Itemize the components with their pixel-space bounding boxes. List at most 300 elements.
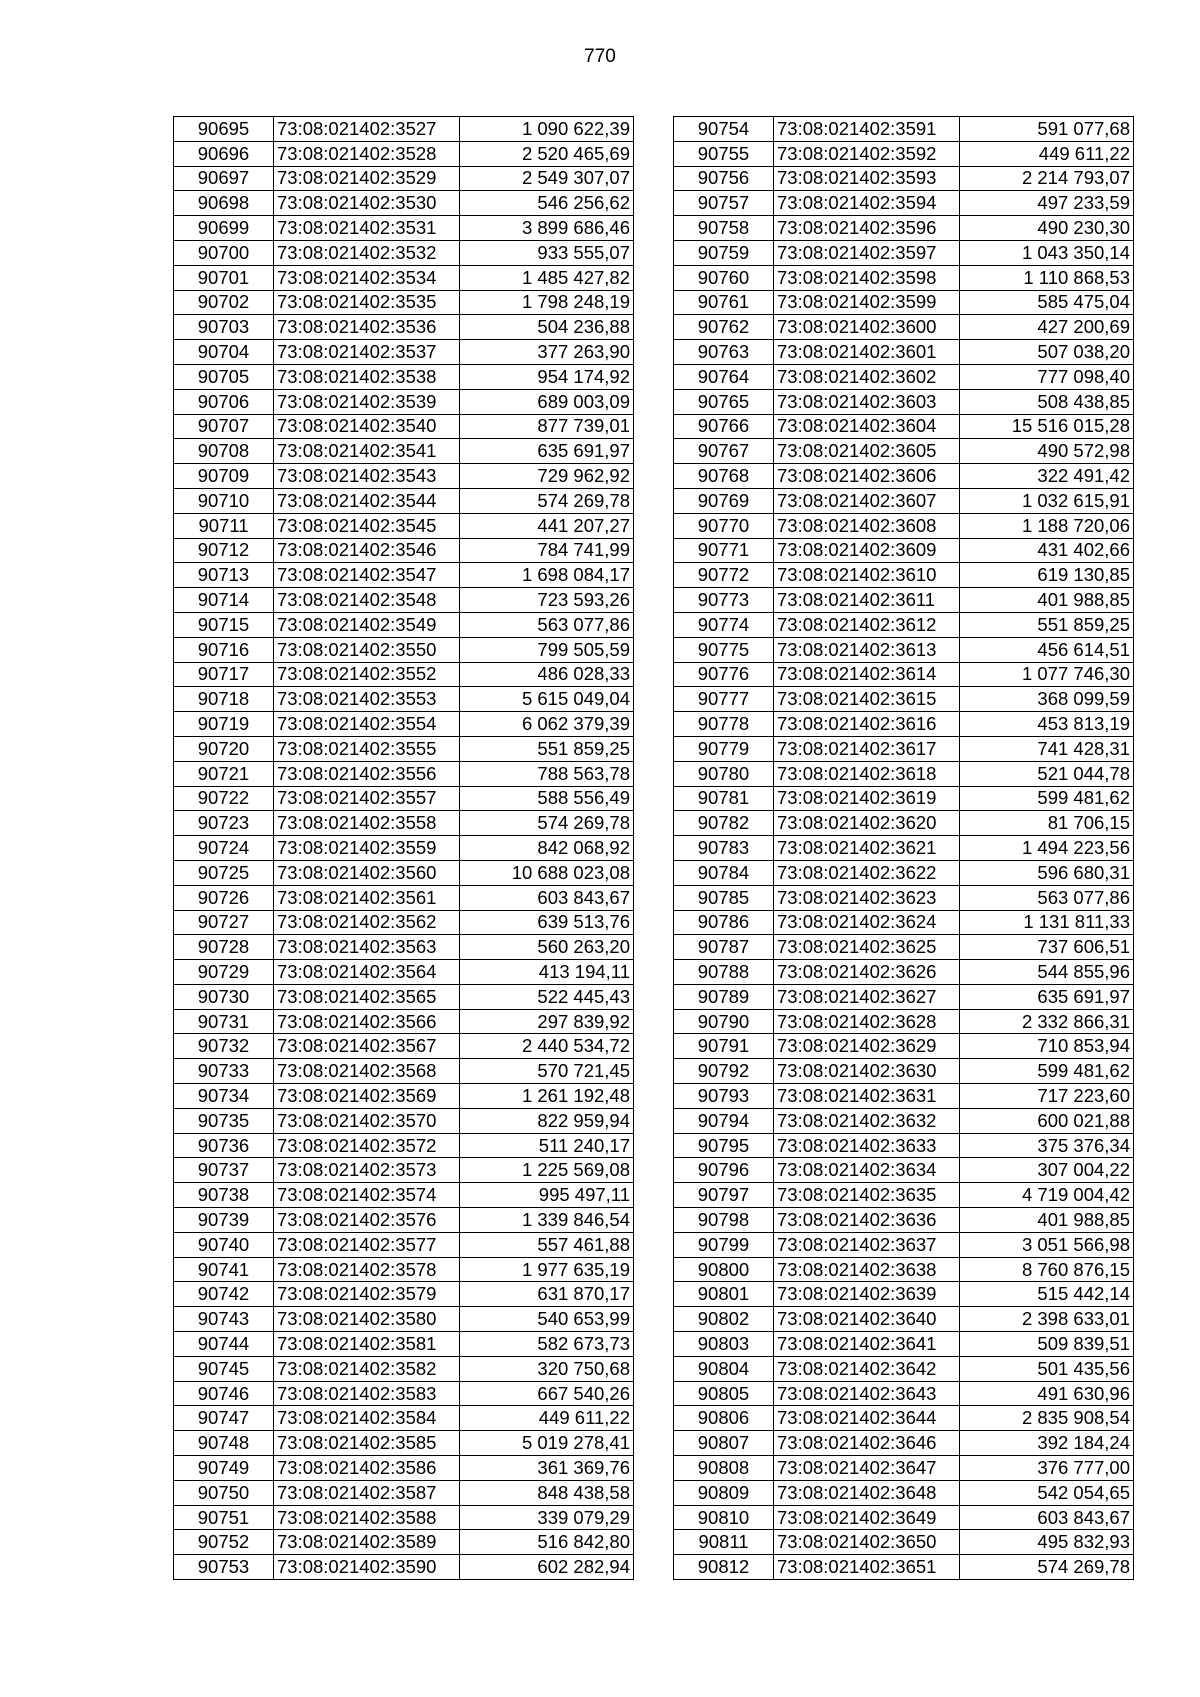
cadastral-number: 73:08:021402:3557 bbox=[274, 786, 460, 811]
cadastral-value: 596 680,31 bbox=[960, 860, 1134, 885]
cadastral-number: 73:08:021402:3556 bbox=[274, 761, 460, 786]
row-number: 90797 bbox=[674, 1183, 774, 1208]
cadastral-value: 1 032 615,91 bbox=[960, 488, 1134, 513]
row-number: 90768 bbox=[674, 464, 774, 489]
table-row bbox=[174, 141, 634, 166]
table-row bbox=[674, 265, 1134, 290]
table-row bbox=[674, 464, 1134, 489]
row-number: 90700 bbox=[174, 240, 274, 265]
cadastral-number: 73:08:021402:3646 bbox=[774, 1431, 960, 1456]
cadastral-value: 574 269,78 bbox=[460, 811, 634, 836]
cadastral-number: 73:08:021402:3579 bbox=[274, 1282, 460, 1307]
cadastral-number: 73:08:021402:3562 bbox=[274, 910, 460, 935]
row-number: 90697 bbox=[174, 166, 274, 191]
row-number: 90743 bbox=[174, 1307, 274, 1332]
cadastral-number: 73:08:021402:3644 bbox=[774, 1406, 960, 1431]
cadastral-number: 73:08:021402:3594 bbox=[774, 191, 960, 216]
cadastral-value: 540 653,99 bbox=[460, 1307, 634, 1332]
cadastral-value: 81 706,15 bbox=[960, 811, 1134, 836]
row-number: 90811 bbox=[674, 1530, 774, 1555]
cadastral-value: 1 110 868,53 bbox=[960, 265, 1134, 290]
table-row bbox=[674, 1307, 1134, 1332]
row-number: 90778 bbox=[674, 712, 774, 737]
table-row bbox=[174, 885, 634, 910]
cadastral-number: 73:08:021402:3534 bbox=[274, 265, 460, 290]
cadastral-value: 1 043 350,14 bbox=[960, 240, 1134, 265]
row-number: 90699 bbox=[174, 216, 274, 241]
table-row bbox=[174, 712, 634, 737]
row-number: 90803 bbox=[674, 1332, 774, 1357]
table-row bbox=[674, 513, 1134, 538]
cadastral-value: 368 099,59 bbox=[960, 687, 1134, 712]
table-row bbox=[674, 662, 1134, 687]
cadastral-value: 600 021,88 bbox=[960, 1108, 1134, 1133]
table-row bbox=[674, 1282, 1134, 1307]
cadastral-value: 723 593,26 bbox=[460, 588, 634, 613]
cadastral-number: 73:08:021402:3615 bbox=[774, 687, 960, 712]
row-number: 90717 bbox=[174, 662, 274, 687]
cadastral-value: 1 339 846,54 bbox=[460, 1208, 634, 1233]
cadastral-value: 551 859,25 bbox=[960, 612, 1134, 637]
cadastral-number: 73:08:021402:3532 bbox=[274, 240, 460, 265]
cadastral-number: 73:08:021402:3560 bbox=[274, 860, 460, 885]
row-number: 90698 bbox=[174, 191, 274, 216]
row-number: 90789 bbox=[674, 984, 774, 1009]
row-number: 90732 bbox=[174, 1034, 274, 1059]
row-number: 90757 bbox=[674, 191, 774, 216]
table-row bbox=[174, 1158, 634, 1183]
row-number: 90761 bbox=[674, 290, 774, 315]
table-row bbox=[674, 1158, 1134, 1183]
cadastral-value: 1 261 192,48 bbox=[460, 1084, 634, 1109]
table-row bbox=[174, 1406, 634, 1431]
row-number: 90755 bbox=[674, 141, 774, 166]
table-row bbox=[174, 1183, 634, 1208]
table-row bbox=[174, 860, 634, 885]
cadastral-value: 2 835 908,54 bbox=[960, 1406, 1134, 1431]
cadastral-number: 73:08:021402:3637 bbox=[774, 1232, 960, 1257]
cadastral-number: 73:08:021402:3589 bbox=[274, 1530, 460, 1555]
cadastral-number: 73:08:021402:3588 bbox=[274, 1505, 460, 1530]
cadastral-number: 73:08:021402:3626 bbox=[774, 960, 960, 985]
table-row bbox=[674, 836, 1134, 861]
cadastral-value: 574 269,78 bbox=[960, 1555, 1134, 1580]
row-number: 90800 bbox=[674, 1257, 774, 1282]
cadastral-value: 2 332 866,31 bbox=[960, 1009, 1134, 1034]
cadastral-value: 5 615 049,04 bbox=[460, 687, 634, 712]
cadastral-number: 73:08:021402:3627 bbox=[774, 984, 960, 1009]
table-row bbox=[674, 761, 1134, 786]
cadastral-number: 73:08:021402:3578 bbox=[274, 1257, 460, 1282]
cadastral-value: 995 497,11 bbox=[460, 1183, 634, 1208]
cadastral-value: 307 004,22 bbox=[960, 1158, 1134, 1183]
cadastral-number: 73:08:021402:3610 bbox=[774, 563, 960, 588]
cadastral-number: 73:08:021402:3550 bbox=[274, 637, 460, 662]
table-row bbox=[174, 960, 634, 985]
cadastral-number: 73:08:021402:3629 bbox=[774, 1034, 960, 1059]
table-row bbox=[174, 315, 634, 340]
table-row bbox=[674, 1456, 1134, 1481]
cadastral-value: 619 130,85 bbox=[960, 563, 1134, 588]
row-number: 90733 bbox=[174, 1059, 274, 1084]
table-row bbox=[174, 117, 634, 142]
cadastral-number: 73:08:021402:3529 bbox=[274, 166, 460, 191]
cadastral-number: 73:08:021402:3528 bbox=[274, 141, 460, 166]
row-number: 90808 bbox=[674, 1456, 774, 1481]
cadastral-number: 73:08:021402:3624 bbox=[774, 910, 960, 935]
cadastral-value: 1 225 569,08 bbox=[460, 1158, 634, 1183]
cadastral-value: 490 230,30 bbox=[960, 216, 1134, 241]
row-number: 90738 bbox=[174, 1183, 274, 1208]
row-number: 90742 bbox=[174, 1282, 274, 1307]
cadastral-value: 1 798 248,19 bbox=[460, 290, 634, 315]
table-row bbox=[674, 488, 1134, 513]
row-number: 90750 bbox=[174, 1480, 274, 1505]
cadastral-value: 822 959,94 bbox=[460, 1108, 634, 1133]
table-row bbox=[174, 910, 634, 935]
row-number: 90758 bbox=[674, 216, 774, 241]
table-row bbox=[174, 488, 634, 513]
cadastral-value: 15 516 015,28 bbox=[960, 414, 1134, 439]
row-number: 90799 bbox=[674, 1232, 774, 1257]
cadastral-number: 73:08:021402:3563 bbox=[274, 935, 460, 960]
row-number: 90707 bbox=[174, 414, 274, 439]
table-row bbox=[174, 811, 634, 836]
cadastral-number: 73:08:021402:3598 bbox=[774, 265, 960, 290]
cadastral-value: 486 028,33 bbox=[460, 662, 634, 687]
cadastral-value: 1 188 720,06 bbox=[960, 513, 1134, 538]
row-number: 90716 bbox=[174, 637, 274, 662]
row-number: 90783 bbox=[674, 836, 774, 861]
row-number: 90709 bbox=[174, 464, 274, 489]
row-number: 90734 bbox=[174, 1084, 274, 1109]
cadastral-number: 73:08:021402:3634 bbox=[774, 1158, 960, 1183]
cadastral-value: 413 194,11 bbox=[460, 960, 634, 985]
cadastral-number: 73:08:021402:3643 bbox=[774, 1381, 960, 1406]
cadastral-value: 4 719 004,42 bbox=[960, 1183, 1134, 1208]
row-number: 90777 bbox=[674, 687, 774, 712]
cadastral-value: 516 842,80 bbox=[460, 1530, 634, 1555]
table-row bbox=[174, 464, 634, 489]
row-number: 90702 bbox=[174, 290, 274, 315]
row-number: 90701 bbox=[174, 265, 274, 290]
row-number: 90785 bbox=[674, 885, 774, 910]
cadastral-value: 322 491,42 bbox=[960, 464, 1134, 489]
row-number: 90770 bbox=[674, 513, 774, 538]
cadastral-number: 73:08:021402:3583 bbox=[274, 1381, 460, 1406]
table-row bbox=[674, 290, 1134, 315]
row-number: 90703 bbox=[174, 315, 274, 340]
row-number: 90793 bbox=[674, 1084, 774, 1109]
row-number: 90737 bbox=[174, 1158, 274, 1183]
cadastral-number: 73:08:021402:3648 bbox=[774, 1480, 960, 1505]
cadastral-value: 320 750,68 bbox=[460, 1356, 634, 1381]
row-number: 90695 bbox=[174, 117, 274, 142]
row-number: 90722 bbox=[174, 786, 274, 811]
cadastral-number: 73:08:021402:3552 bbox=[274, 662, 460, 687]
cadastral-value: 6 062 379,39 bbox=[460, 712, 634, 737]
row-number: 90771 bbox=[674, 538, 774, 563]
cadastral-value: 401 988,85 bbox=[960, 1208, 1134, 1233]
table-row bbox=[174, 1356, 634, 1381]
cadastral-number: 73:08:021402:3616 bbox=[774, 712, 960, 737]
cadastral-number: 73:08:021402:3623 bbox=[774, 885, 960, 910]
table-row bbox=[674, 786, 1134, 811]
table-row bbox=[174, 836, 634, 861]
cadastral-number: 73:08:021402:3527 bbox=[274, 117, 460, 142]
cadastral-number: 73:08:021402:3553 bbox=[274, 687, 460, 712]
cadastral-number: 73:08:021402:3592 bbox=[774, 141, 960, 166]
cadastral-number: 73:08:021402:3577 bbox=[274, 1232, 460, 1257]
table-row bbox=[674, 364, 1134, 389]
table-row bbox=[674, 340, 1134, 365]
row-number: 90791 bbox=[674, 1034, 774, 1059]
row-number: 90723 bbox=[174, 811, 274, 836]
cadastral-number: 73:08:021402:3573 bbox=[274, 1158, 460, 1183]
table-row bbox=[174, 637, 634, 662]
table-row bbox=[174, 1034, 634, 1059]
row-number: 90752 bbox=[174, 1530, 274, 1555]
cadastral-number: 73:08:021402:3541 bbox=[274, 439, 460, 464]
table-row bbox=[674, 414, 1134, 439]
cadastral-value: 515 442,14 bbox=[960, 1282, 1134, 1307]
row-number: 90772 bbox=[674, 563, 774, 588]
cadastral-number: 73:08:021402:3555 bbox=[274, 736, 460, 761]
cadastral-value: 495 832,93 bbox=[960, 1530, 1134, 1555]
row-number: 90806 bbox=[674, 1406, 774, 1431]
table-row bbox=[174, 1084, 634, 1109]
row-number: 90779 bbox=[674, 736, 774, 761]
row-number: 90765 bbox=[674, 389, 774, 414]
cadastral-number: 73:08:021402:3631 bbox=[774, 1084, 960, 1109]
table-row bbox=[674, 1431, 1134, 1456]
cadastral-number: 73:08:021402:3618 bbox=[774, 761, 960, 786]
cadastral-number: 73:08:021402:3639 bbox=[774, 1282, 960, 1307]
cadastral-value: 521 044,78 bbox=[960, 761, 1134, 786]
cadastral-value: 603 843,67 bbox=[460, 885, 634, 910]
table-row bbox=[674, 1356, 1134, 1381]
table-row bbox=[674, 1555, 1134, 1580]
cadastral-value: 3 899 686,46 bbox=[460, 216, 634, 241]
table-row bbox=[174, 439, 634, 464]
cadastral-number: 73:08:021402:3576 bbox=[274, 1208, 460, 1233]
cadastral-value: 376 777,00 bbox=[960, 1456, 1134, 1481]
cadastral-number: 73:08:021402:3647 bbox=[774, 1456, 960, 1481]
cadastral-value: 741 428,31 bbox=[960, 736, 1134, 761]
cadastral-value: 456 614,51 bbox=[960, 637, 1134, 662]
row-number: 90719 bbox=[174, 712, 274, 737]
table-row bbox=[674, 1530, 1134, 1555]
row-number: 90781 bbox=[674, 786, 774, 811]
cadastral-number: 73:08:021402:3609 bbox=[774, 538, 960, 563]
cadastral-value: 427 200,69 bbox=[960, 315, 1134, 340]
row-number: 90792 bbox=[674, 1059, 774, 1084]
row-number: 90712 bbox=[174, 538, 274, 563]
table-body-right bbox=[674, 117, 1134, 1580]
page-number: 770 bbox=[584, 46, 616, 67]
table-body-left bbox=[174, 117, 634, 1580]
table-row bbox=[174, 1431, 634, 1456]
row-number: 90786 bbox=[674, 910, 774, 935]
row-number: 90728 bbox=[174, 935, 274, 960]
cadastral-value: 635 691,97 bbox=[960, 984, 1134, 1009]
table-row bbox=[174, 786, 634, 811]
cadastral-number: 73:08:021402:3561 bbox=[274, 885, 460, 910]
cadastral-number: 73:08:021402:3585 bbox=[274, 1431, 460, 1456]
cadastral-number: 73:08:021402:3587 bbox=[274, 1480, 460, 1505]
cadastral-value: 431 402,66 bbox=[960, 538, 1134, 563]
cadastral-value: 582 673,73 bbox=[460, 1332, 634, 1357]
table-row bbox=[174, 538, 634, 563]
row-number: 90754 bbox=[674, 117, 774, 142]
cadastral-value: 710 853,94 bbox=[960, 1034, 1134, 1059]
cadastral-number: 73:08:021402:3638 bbox=[774, 1257, 960, 1282]
table-row bbox=[174, 1257, 634, 1282]
row-number: 90736 bbox=[174, 1133, 274, 1158]
cadastral-value: 508 438,85 bbox=[960, 389, 1134, 414]
row-number: 90801 bbox=[674, 1282, 774, 1307]
cadastral-value: 375 376,34 bbox=[960, 1133, 1134, 1158]
cadastral-value: 511 240,17 bbox=[460, 1133, 634, 1158]
row-number: 90705 bbox=[174, 364, 274, 389]
table-row bbox=[174, 935, 634, 960]
cadastral-number: 73:08:021402:3596 bbox=[774, 216, 960, 241]
table-row bbox=[674, 1108, 1134, 1133]
cadastral-value: 599 481,62 bbox=[960, 1059, 1134, 1084]
table-row bbox=[174, 1555, 634, 1580]
cadastral-number: 73:08:021402:3601 bbox=[774, 340, 960, 365]
cadastral-number: 73:08:021402:3611 bbox=[774, 588, 960, 613]
cadastral-number: 73:08:021402:3537 bbox=[274, 340, 460, 365]
cadastral-number: 73:08:021402:3584 bbox=[274, 1406, 460, 1431]
cadastral-value: 441 207,27 bbox=[460, 513, 634, 538]
cadastral-number: 73:08:021402:3640 bbox=[774, 1307, 960, 1332]
cadastral-value: 504 236,88 bbox=[460, 315, 634, 340]
cadastral-value: 585 475,04 bbox=[960, 290, 1134, 315]
cadastral-number: 73:08:021402:3531 bbox=[274, 216, 460, 241]
cadastral-value: 1 494 223,56 bbox=[960, 836, 1134, 861]
cadastral-number: 73:08:021402:3574 bbox=[274, 1183, 460, 1208]
table-row bbox=[674, 687, 1134, 712]
cadastral-value: 591 077,68 bbox=[960, 117, 1134, 142]
cadastral-value: 933 555,07 bbox=[460, 240, 634, 265]
table-row bbox=[174, 662, 634, 687]
row-number: 90747 bbox=[174, 1406, 274, 1431]
cadastral-number: 73:08:021402:3590 bbox=[274, 1555, 460, 1580]
row-number: 90775 bbox=[674, 637, 774, 662]
cadastral-value: 689 003,09 bbox=[460, 389, 634, 414]
row-number: 90721 bbox=[174, 761, 274, 786]
cadastral-number: 73:08:021402:3635 bbox=[774, 1183, 960, 1208]
table-row bbox=[174, 1505, 634, 1530]
cadastral-number: 73:08:021402:3545 bbox=[274, 513, 460, 538]
row-number: 90773 bbox=[674, 588, 774, 613]
row-number: 90787 bbox=[674, 935, 774, 960]
cadastral-value: 507 038,20 bbox=[960, 340, 1134, 365]
cadastral-value: 799 505,59 bbox=[460, 637, 634, 662]
row-number: 90720 bbox=[174, 736, 274, 761]
row-number: 90798 bbox=[674, 1208, 774, 1233]
table-row bbox=[174, 761, 634, 786]
cadastral-table-right bbox=[673, 116, 1134, 1580]
table-row bbox=[674, 1059, 1134, 1084]
cadastral-number: 73:08:021402:3620 bbox=[774, 811, 960, 836]
table-row bbox=[674, 885, 1134, 910]
cadastral-value: 3 051 566,98 bbox=[960, 1232, 1134, 1257]
row-number: 90788 bbox=[674, 960, 774, 985]
row-number: 90763 bbox=[674, 340, 774, 365]
row-number: 90725 bbox=[174, 860, 274, 885]
table-row bbox=[674, 712, 1134, 737]
cadastral-number: 73:08:021402:3549 bbox=[274, 612, 460, 637]
row-number: 90756 bbox=[674, 166, 774, 191]
table-row bbox=[674, 984, 1134, 1009]
row-number: 90715 bbox=[174, 612, 274, 637]
row-number: 90729 bbox=[174, 960, 274, 985]
table-row bbox=[674, 563, 1134, 588]
cadastral-value: 1 698 084,17 bbox=[460, 563, 634, 588]
row-number: 90790 bbox=[674, 1009, 774, 1034]
row-number: 90805 bbox=[674, 1381, 774, 1406]
table-row bbox=[174, 414, 634, 439]
row-number: 90795 bbox=[674, 1133, 774, 1158]
cadastral-number: 73:08:021402:3632 bbox=[774, 1108, 960, 1133]
row-number: 90727 bbox=[174, 910, 274, 935]
row-number: 90739 bbox=[174, 1208, 274, 1233]
table-row bbox=[674, 612, 1134, 637]
cadastral-value: 392 184,24 bbox=[960, 1431, 1134, 1456]
table-row bbox=[174, 1307, 634, 1332]
cadastral-number: 73:08:021402:3570 bbox=[274, 1108, 460, 1133]
table-row bbox=[174, 166, 634, 191]
table-row bbox=[174, 1282, 634, 1307]
table-row bbox=[174, 984, 634, 1009]
cadastral-value: 10 688 023,08 bbox=[460, 860, 634, 885]
cadastral-value: 603 843,67 bbox=[960, 1505, 1134, 1530]
table-row bbox=[174, 1456, 634, 1481]
table-row bbox=[674, 1406, 1134, 1431]
cadastral-number: 73:08:021402:3568 bbox=[274, 1059, 460, 1084]
cadastral-number: 73:08:021402:3642 bbox=[774, 1356, 960, 1381]
row-number: 90726 bbox=[174, 885, 274, 910]
table-row bbox=[174, 1332, 634, 1357]
cadastral-number: 73:08:021402:3597 bbox=[774, 240, 960, 265]
cadastral-number: 73:08:021402:3572 bbox=[274, 1133, 460, 1158]
cadastral-number: 73:08:021402:3617 bbox=[774, 736, 960, 761]
cadastral-number: 73:08:021402:3546 bbox=[274, 538, 460, 563]
row-number: 90718 bbox=[174, 687, 274, 712]
row-number: 90809 bbox=[674, 1480, 774, 1505]
table-row bbox=[174, 563, 634, 588]
table-row bbox=[674, 166, 1134, 191]
cadastral-number: 73:08:021402:3554 bbox=[274, 712, 460, 737]
row-number: 90766 bbox=[674, 414, 774, 439]
row-number: 90696 bbox=[174, 141, 274, 166]
cadastral-value: 453 813,19 bbox=[960, 712, 1134, 737]
cadastral-number: 73:08:021402:3567 bbox=[274, 1034, 460, 1059]
table-row bbox=[674, 1009, 1134, 1034]
cadastral-value: 557 461,88 bbox=[460, 1232, 634, 1257]
table-row bbox=[674, 860, 1134, 885]
cadastral-number: 73:08:021402:3535 bbox=[274, 290, 460, 315]
table-row bbox=[174, 265, 634, 290]
cadastral-number: 73:08:021402:3543 bbox=[274, 464, 460, 489]
table-row bbox=[674, 1332, 1134, 1357]
table-row bbox=[674, 538, 1134, 563]
cadastral-value: 544 855,96 bbox=[960, 960, 1134, 985]
table-row bbox=[674, 588, 1134, 613]
cadastral-value: 449 611,22 bbox=[960, 141, 1134, 166]
